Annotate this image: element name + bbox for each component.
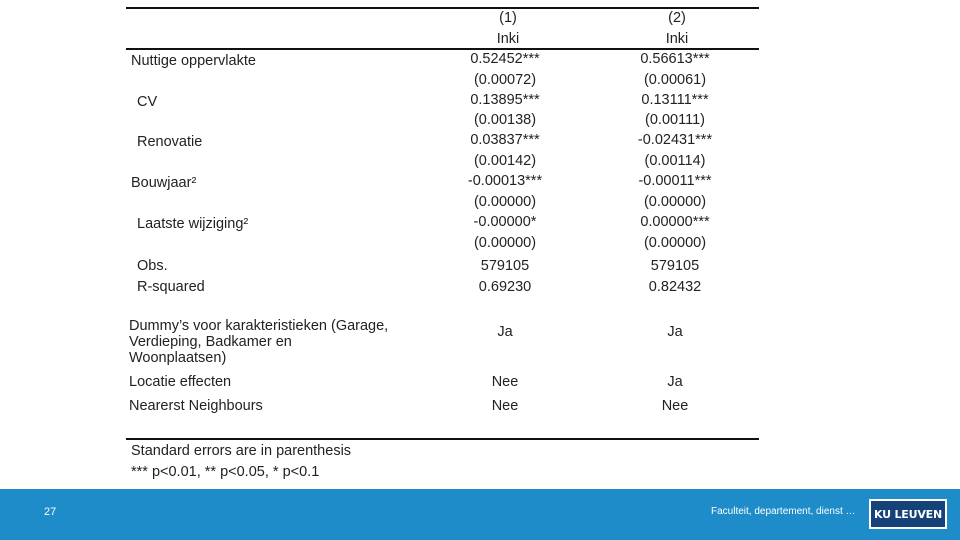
coef-cell: 0.13895*** xyxy=(470,92,540,108)
coef-cell: -0.02431*** xyxy=(637,132,713,148)
table-bottom-rule xyxy=(126,438,759,440)
dummies-cell: Ja xyxy=(667,324,683,340)
table-note-se: Standard errors are in parenthesis xyxy=(131,443,352,459)
se-cell: (0.00142) xyxy=(473,153,537,169)
row-label-locatie: Locatie effecten xyxy=(129,374,232,390)
ku-leuven-logo xyxy=(869,499,947,529)
rsq-cell: 0.69230 xyxy=(478,279,532,295)
obs-cell: 579105 xyxy=(480,258,530,274)
locatie-cell: Nee xyxy=(491,374,519,390)
coef-cell: -0.00011*** xyxy=(638,173,712,189)
se-cell: (0.00000) xyxy=(473,235,537,251)
row-label-obs: Obs. xyxy=(137,258,168,274)
coef-cell: 0.00000*** xyxy=(640,214,710,230)
row-label-cv: CV xyxy=(137,94,158,110)
row-label-r-squared: R-squared xyxy=(137,279,205,295)
se-cell: (0.00000) xyxy=(643,194,707,210)
se-cell: (0.00061) xyxy=(643,72,707,88)
row-label-nuttige-oppervlakte: Nuttige oppervlakte xyxy=(131,53,256,69)
coef-cell: 0.56613*** xyxy=(640,51,710,67)
row-label-bouwjaar: Bouwjaar² xyxy=(131,175,197,191)
se-cell: (0.00138) xyxy=(473,112,537,128)
se-cell: (0.00000) xyxy=(473,194,537,210)
row-label-laatste-wijziging: Laatste wijziging² xyxy=(137,216,249,232)
locatie-cell: Ja xyxy=(667,374,683,390)
se-cell: (0.00000) xyxy=(643,235,707,251)
row-label-neighbours: Nearerst Neighbours xyxy=(129,398,263,414)
logo-text: KU LEUVEN xyxy=(874,507,942,521)
col2-header-var: Inki xyxy=(665,31,689,47)
neighbours-cell: Nee xyxy=(661,398,689,414)
table-note-significance: *** p<0.01, ** p<0.05, * p<0.1 xyxy=(131,464,320,480)
coef-cell: -0.00013*** xyxy=(467,173,543,189)
faculty-label: Faculteit, departement, dienst … xyxy=(711,506,856,517)
se-cell: (0.00111) xyxy=(645,112,705,128)
col1-header-var: Inki xyxy=(496,31,520,47)
se-cell: (0.00114) xyxy=(644,153,706,169)
obs-cell: 579105 xyxy=(650,258,700,274)
coef-cell: 0.03837*** xyxy=(470,132,540,148)
table-top-rule xyxy=(126,7,759,9)
col2-header-number: (2) xyxy=(668,10,686,26)
neighbours-cell: Nee xyxy=(491,398,519,414)
col1-header-number: (1) xyxy=(499,10,517,26)
coef-cell: 0.52452*** xyxy=(470,51,540,67)
row-label-renovatie: Renovatie xyxy=(137,134,203,150)
coef-cell: -0.00000* xyxy=(473,214,537,230)
footer-bar xyxy=(0,489,960,540)
coef-cell: 0.13111*** xyxy=(641,92,709,108)
se-cell: (0.00072) xyxy=(473,72,537,88)
rsq-cell: 0.82432 xyxy=(648,279,702,295)
row-label-dummies: Dummy’s voor karakteristieken (Garage, Verdieping, Badkamer en Woonplaatsen) xyxy=(129,318,389,366)
page-number: 27 xyxy=(44,506,57,518)
dummies-cell: Ja xyxy=(497,324,513,340)
